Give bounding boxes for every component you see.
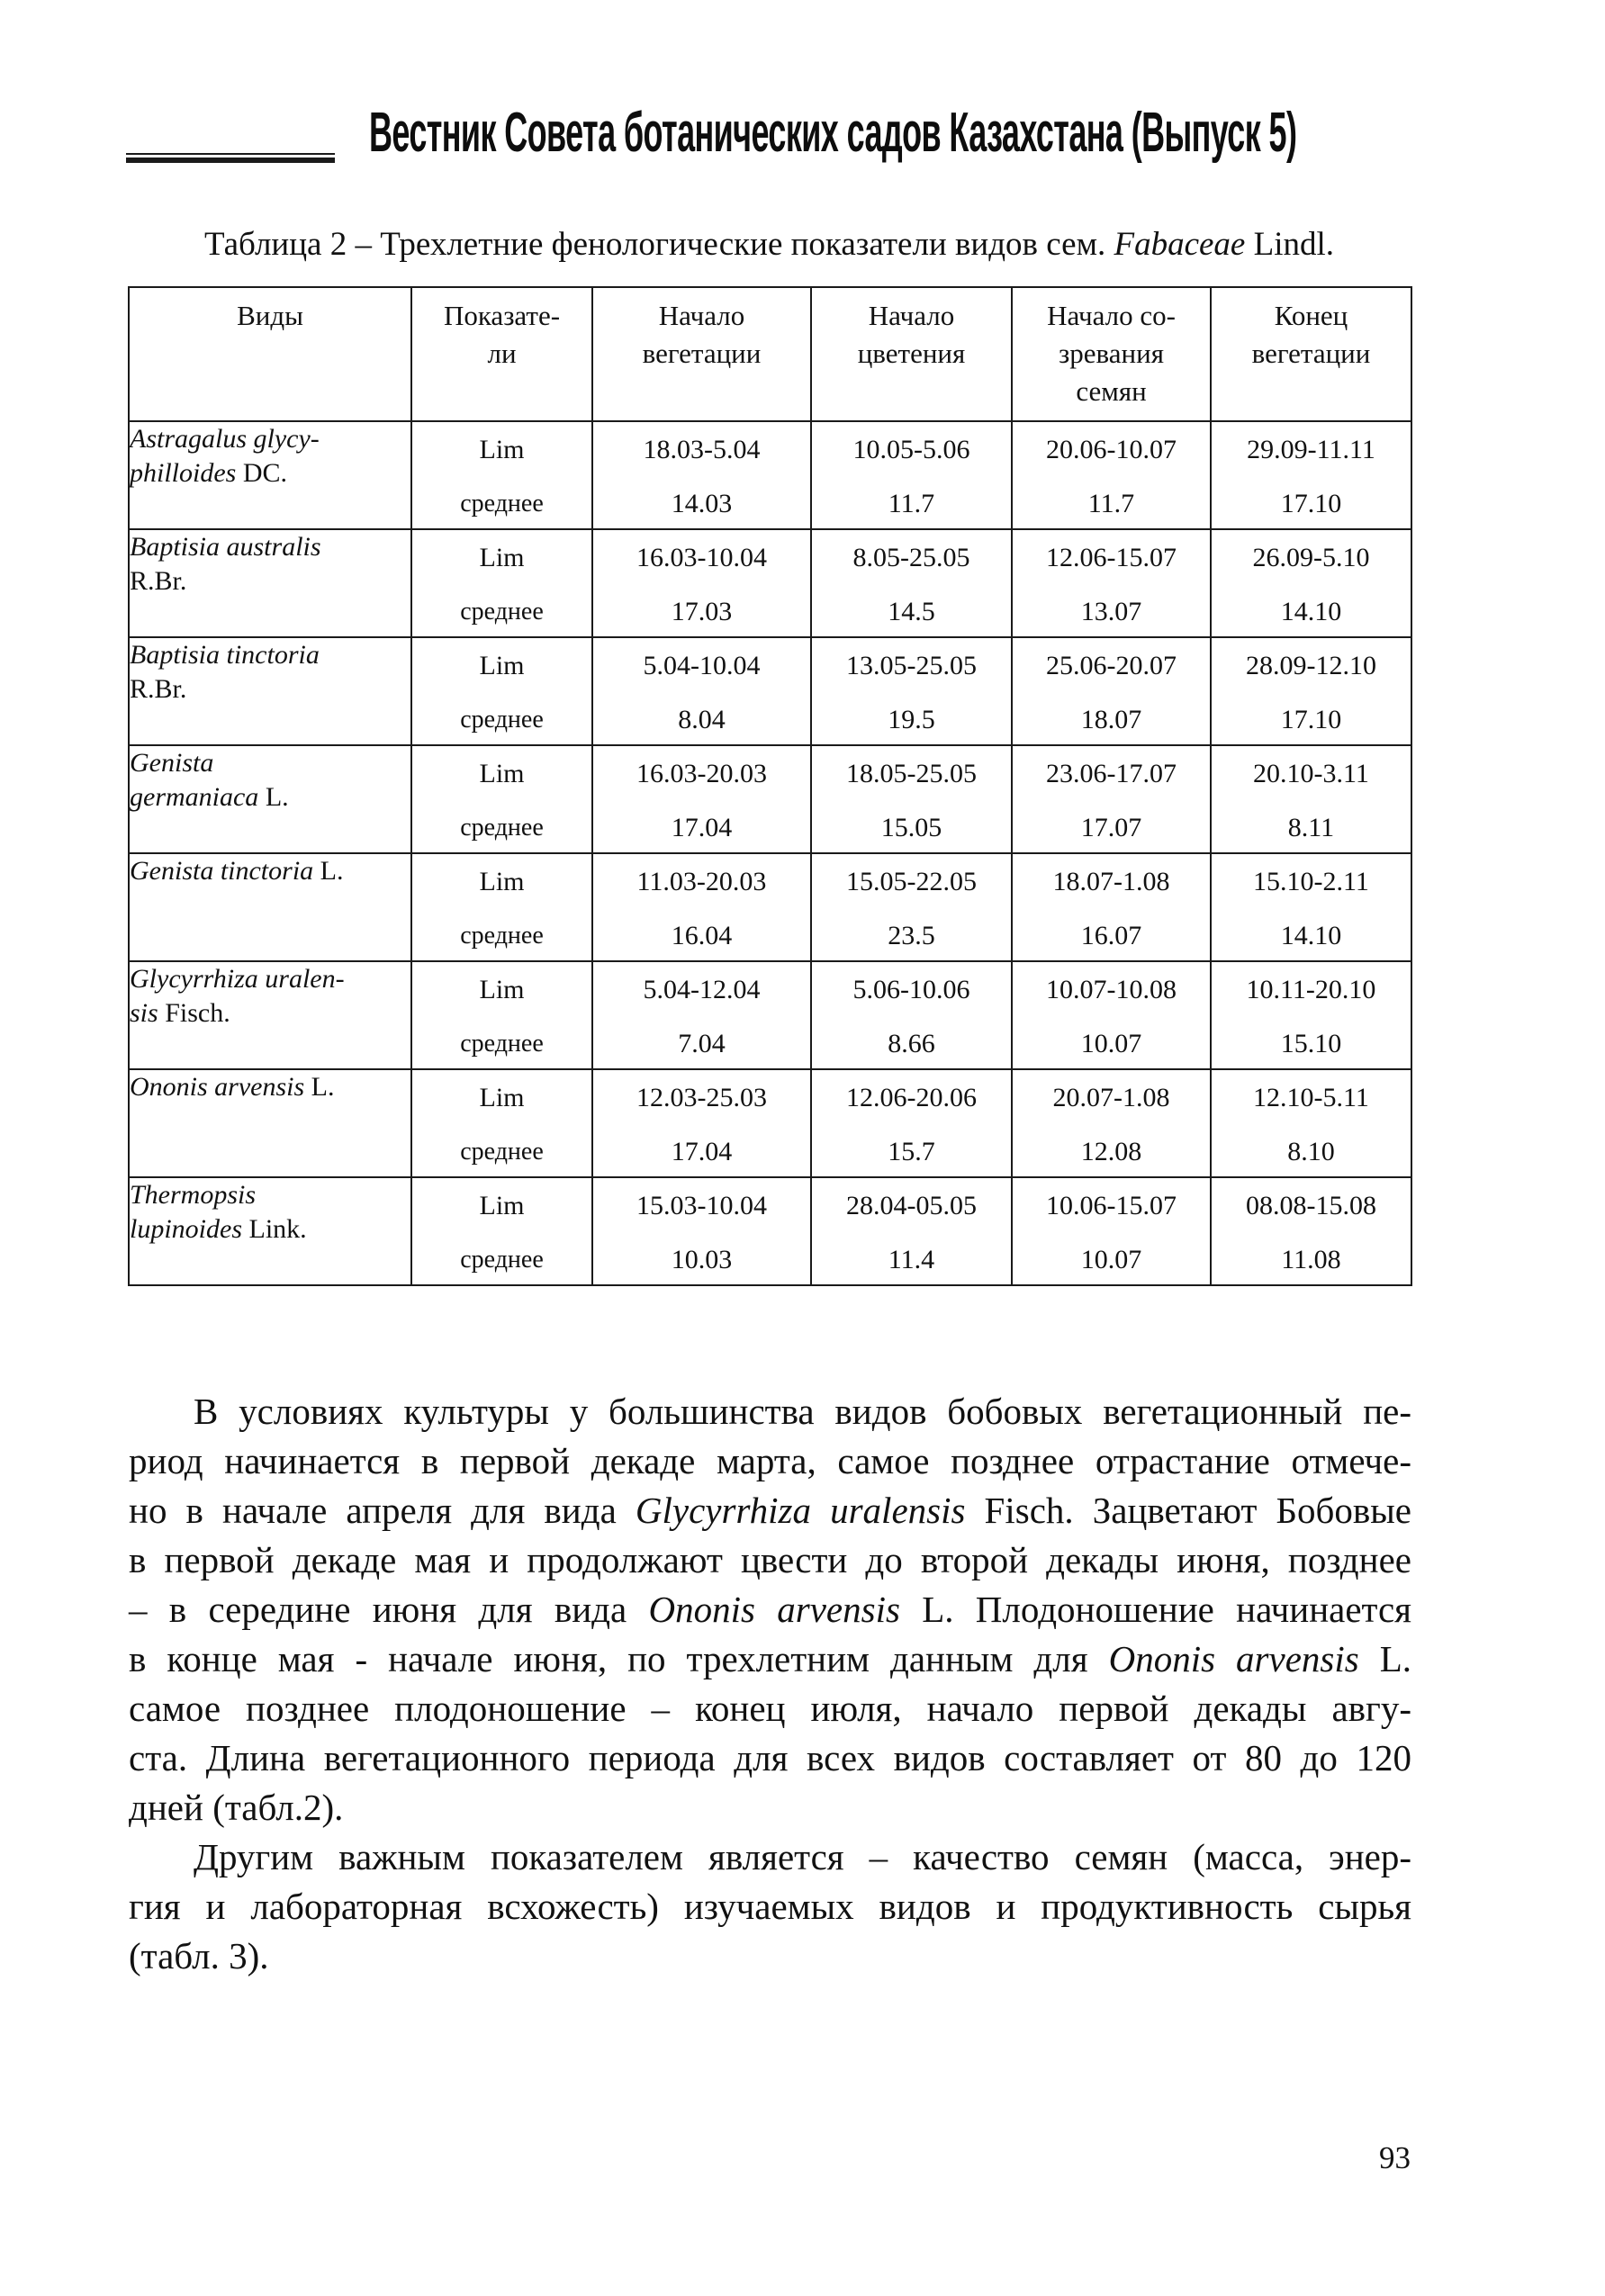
column-header-flowering-start: Начало цветения — [811, 287, 1012, 421]
species-latin-name: Glycyrrhiza uralen- — [130, 964, 345, 994]
text-line — [129, 1882, 1411, 1931]
species-author: Fisch. — [158, 998, 230, 1028]
vegetation-start-average: 17.04 — [671, 813, 733, 842]
text-line — [129, 1684, 1411, 1733]
seed-ripening-start-average: 10.07 — [1080, 1245, 1142, 1274]
indicator-avg-label: среднее — [460, 706, 544, 734]
indicator-avg-label: среднее — [460, 1246, 544, 1274]
species-latin-name-cont: sis — [130, 998, 158, 1028]
caption-suffix: Lindl. — [1245, 226, 1335, 263]
table-row — [129, 1069, 1411, 1177]
indicator-avg-label: среднее — [460, 1030, 544, 1058]
table-row — [129, 529, 1411, 637]
vegetation-end-range: 26.09-5.10 — [1252, 543, 1370, 572]
vegetation-end-average: 8.11 — [1287, 813, 1335, 842]
indicator-avg-label: среднее — [460, 1138, 544, 1166]
flowering-start-range: 8.05-25.05 — [852, 543, 970, 572]
text-line — [129, 1733, 1411, 1783]
header-rule-thin — [126, 153, 335, 155]
text-line — [129, 1486, 1411, 1535]
flowering-start-cell — [811, 637, 1012, 745]
flowering-start-range: 12.06-20.06 — [846, 1083, 977, 1112]
species-latin-name: Genista — [130, 748, 214, 778]
column-header-vegetation-start: Начало вегетации — [592, 287, 811, 421]
text-fragment: но в начале апреля для вида — [129, 1490, 636, 1531]
seed-ripening-start-average: 16.07 — [1080, 921, 1142, 950]
flowering-start-average: 19.5 — [888, 705, 935, 734]
indicator-lim-label: Lim — [479, 651, 525, 680]
text-line — [129, 1832, 1411, 1882]
latin-species-name: Ononis arvensis — [1108, 1638, 1359, 1679]
running-title — [369, 104, 1413, 162]
vegetation-end-range: 29.09-11.11 — [1247, 435, 1375, 464]
vegetation-start-cell — [592, 529, 811, 637]
vegetation-start-average: 7.04 — [678, 1029, 726, 1058]
table-body — [129, 421, 1411, 1285]
caption-prefix: Таблица 2 – Трехлетние фенологические показатели видов сем. — [203, 226, 1114, 263]
indicator-lim-label: Lim — [479, 759, 525, 788]
header-rule-thick — [126, 158, 335, 163]
species-latin-name-cont: philloides — [130, 458, 237, 488]
flowering-start-range: 13.05-25.05 — [846, 651, 977, 680]
text-fragment: ста. Длина вегетационного периода для всех видов составляет от 80 до 120 — [129, 1737, 1411, 1778]
species-name-cell — [129, 853, 411, 961]
text-fragment: (табл. 3). — [129, 1935, 269, 1976]
species-author: Link. — [242, 1214, 307, 1244]
indicator-lim-label: Lim — [479, 867, 525, 896]
vegetation-start-cell — [592, 1069, 811, 1177]
species-name-cell — [129, 745, 411, 853]
vegetation-end-cell — [1211, 853, 1411, 961]
column-header-seed-ripening-start: Начало со- зревания семян — [1012, 287, 1211, 421]
indicator-lim-label: Lim — [479, 1191, 525, 1220]
vegetation-end-range: 08.08-15.08 — [1246, 1191, 1376, 1220]
vegetation-end-cell — [1211, 1177, 1411, 1285]
caption-family: Fabaceae — [1114, 226, 1246, 263]
seed-ripening-start-range: 23.06-17.07 — [1046, 759, 1177, 788]
text-fragment: самое позднее плодоношение – конец июля, начало первой декады авгу- — [129, 1688, 1411, 1729]
seed-ripening-start-average: 17.07 — [1080, 813, 1142, 842]
seed-ripening-start-cell — [1012, 1069, 1211, 1177]
species-latin-name: Genista tinctoria — [130, 856, 314, 886]
flowering-start-range: 15.05-22.05 — [846, 867, 977, 896]
indicator-lim-label: Lim — [479, 543, 525, 572]
vegetation-start-average: 17.03 — [671, 597, 733, 626]
species-name-cell — [129, 1177, 411, 1285]
indicator-lim-label: Lim — [479, 1083, 525, 1112]
vegetation-start-cell — [592, 961, 811, 1069]
flowering-start-range: 5.06-10.06 — [852, 975, 970, 1004]
seed-ripening-start-cell — [1012, 961, 1211, 1069]
species-author: L. — [304, 1072, 335, 1102]
vegetation-end-average: 14.10 — [1280, 921, 1342, 950]
table-row — [129, 1177, 1411, 1285]
seed-ripening-start-cell — [1012, 745, 1211, 853]
latin-species-name: Ononis arvensis — [648, 1589, 900, 1630]
vegetation-end-range: 12.10-5.11 — [1253, 1083, 1369, 1112]
flowering-start-average: 15.05 — [880, 813, 942, 842]
flowering-start-average: 14.5 — [888, 597, 935, 626]
seed-ripening-start-range: 12.06-15.07 — [1046, 543, 1177, 572]
table-header-row — [129, 287, 1411, 421]
vegetation-end-cell — [1211, 637, 1411, 745]
flowering-start-cell — [811, 1177, 1012, 1285]
text-fragment: риод начинается в первой декаде марта, самое позднее отрастание отмече- — [129, 1440, 1411, 1481]
seed-ripening-start-range: 18.07-1.08 — [1052, 867, 1170, 896]
seed-ripening-start-range: 10.06-15.07 — [1046, 1191, 1177, 1220]
vegetation-start-range: 12.03-25.03 — [636, 1083, 767, 1112]
vegetation-end-average: 15.10 — [1280, 1029, 1342, 1058]
text-fragment: L. — [1358, 1638, 1412, 1679]
vegetation-end-average: 17.10 — [1280, 705, 1342, 734]
species-author: R.Br. — [130, 566, 187, 596]
table-row — [129, 421, 1411, 529]
indicator-cell — [411, 853, 592, 961]
species-name-cell — [129, 1069, 411, 1177]
indicator-cell — [411, 1069, 592, 1177]
seed-ripening-start-average: 10.07 — [1080, 1029, 1142, 1058]
vegetation-end-average: 17.10 — [1280, 489, 1342, 518]
species-latin-name: Baptisia australis — [130, 532, 321, 562]
species-author: R.Br. — [130, 674, 187, 704]
vegetation-start-average: 8.04 — [678, 705, 726, 734]
phenology-table — [128, 286, 1412, 1286]
vegetation-end-cell — [1211, 421, 1411, 529]
species-name-cell — [129, 529, 411, 637]
seed-ripening-start-cell — [1012, 421, 1211, 529]
seed-ripening-start-cell — [1012, 637, 1211, 745]
table-row — [129, 745, 1411, 853]
seed-ripening-start-average: 12.08 — [1080, 1137, 1142, 1166]
vegetation-start-cell — [592, 421, 811, 529]
vegetation-start-range: 16.03-20.03 — [636, 759, 767, 788]
species-name-cell — [129, 637, 411, 745]
text-line — [129, 1931, 1411, 1981]
vegetation-end-average: 8.10 — [1287, 1137, 1335, 1166]
seed-ripening-start-range: 20.06-10.07 — [1046, 435, 1177, 464]
flowering-start-average: 8.66 — [888, 1029, 935, 1058]
vegetation-start-range: 18.03-5.04 — [643, 435, 761, 464]
flowering-start-average: 11.7 — [888, 489, 935, 518]
vegetation-end-cell — [1211, 745, 1411, 853]
flowering-start-cell — [811, 853, 1012, 961]
vegetation-start-cell — [592, 745, 811, 853]
paragraph-2 — [129, 1832, 1411, 1981]
page-number: 93 — [1379, 2140, 1411, 2175]
text-line — [129, 1585, 1411, 1634]
flowering-start-range: 10.05-5.06 — [852, 435, 970, 464]
vegetation-start-average: 14.03 — [671, 489, 733, 518]
indicator-avg-label: среднее — [460, 922, 544, 950]
species-latin-name-cont: germaniaca — [130, 782, 259, 812]
text-fragment: в первой декаде мая и продолжают цвести до второй декады июня, позднее — [129, 1539, 1411, 1580]
indicator-cell — [411, 637, 592, 745]
vegetation-start-cell — [592, 637, 811, 745]
text-line — [129, 1783, 1411, 1832]
vegetation-start-range: 15.03-10.04 — [636, 1191, 767, 1220]
species-latin-name: Ononis arvensis — [130, 1072, 305, 1102]
flowering-start-cell — [811, 421, 1012, 529]
vegetation-start-range: 11.03-20.03 — [636, 867, 767, 896]
vegetation-start-range: 5.04-12.04 — [643, 975, 761, 1004]
vegetation-end-range: 28.09-12.10 — [1246, 651, 1376, 680]
species-name-cell — [129, 421, 411, 529]
vegetation-end-average: 14.10 — [1280, 597, 1342, 626]
seed-ripening-start-average: 13.07 — [1080, 597, 1142, 626]
vegetation-end-range: 15.10-2.11 — [1253, 867, 1369, 896]
seed-ripening-start-cell — [1012, 529, 1211, 637]
text-fragment: В условиях культуры у большинства видов бобовых вегетационный пе- — [194, 1391, 1411, 1432]
indicator-avg-label: среднее — [460, 814, 544, 842]
vegetation-end-range: 10.11-20.10 — [1246, 975, 1376, 1004]
vegetation-start-average: 16.04 — [671, 921, 733, 950]
indicator-avg-label: среднее — [460, 598, 544, 626]
vegetation-start-range: 5.04-10.04 — [643, 651, 761, 680]
text-fragment: – в середине июня для вида — [129, 1589, 649, 1630]
indicator-avg-label: среднее — [460, 490, 544, 518]
flowering-start-cell — [811, 961, 1012, 1069]
flowering-start-cell — [811, 1069, 1012, 1177]
flowering-start-average: 11.4 — [888, 1245, 935, 1274]
flowering-start-average: 15.7 — [888, 1137, 935, 1166]
seed-ripening-start-cell — [1012, 853, 1211, 961]
species-latin-name-cont: lupinoides — [130, 1214, 242, 1244]
text-fragment: гия и лабораторная всхожесть) изучаемых видов и продуктивность сырья — [129, 1886, 1411, 1927]
text-fragment: L. Плодоношение начинается — [899, 1589, 1412, 1630]
vegetation-start-cell — [592, 853, 811, 961]
vegetation-end-cell — [1211, 961, 1411, 1069]
text-fragment: дней (табл.2). — [129, 1787, 344, 1828]
text-line — [129, 1436, 1411, 1486]
indicator-cell — [411, 745, 592, 853]
table-row — [129, 961, 1411, 1069]
indicator-cell — [411, 1177, 592, 1285]
text-fragment: в конце мая - начале июня, по трехлетним данным для — [129, 1638, 1109, 1679]
text-line — [129, 1535, 1411, 1585]
species-author: L. — [258, 782, 289, 812]
vegetation-end-cell — [1211, 1069, 1411, 1177]
text-fragment: Другим важным показателем является – качество семян (масса, энер- — [194, 1836, 1411, 1877]
species-author: DC. — [236, 458, 288, 488]
column-header-vegetation-end: Конец вегетации — [1211, 287, 1411, 421]
species-latin-name: Thermopsis — [130, 1180, 257, 1210]
flowering-start-range: 28.04-05.05 — [846, 1191, 977, 1220]
indicator-cell — [411, 961, 592, 1069]
species-latin-name: Astragalus glycy- — [130, 424, 320, 454]
species-latin-name: Baptisia tinctoria — [130, 640, 320, 670]
latin-species-name: Glycyrrhiza uralensis — [635, 1490, 966, 1531]
indicator-cell — [411, 529, 592, 637]
flowering-start-cell — [811, 745, 1012, 853]
indicator-lim-label: Lim — [479, 975, 525, 1004]
seed-ripening-start-range: 20.07-1.08 — [1052, 1083, 1170, 1112]
vegetation-end-range: 20.10-3.11 — [1253, 759, 1369, 788]
text-line — [129, 1634, 1411, 1684]
vegetation-end-cell — [1211, 529, 1411, 637]
vegetation-start-range: 16.03-10.04 — [636, 543, 767, 572]
vegetation-start-average: 10.03 — [671, 1245, 733, 1274]
species-name-cell — [129, 961, 411, 1069]
species-author: L. — [313, 856, 344, 886]
table-row — [129, 853, 1411, 961]
table-row — [129, 637, 1411, 745]
column-header-species: Виды — [129, 287, 411, 421]
column-header-indicators: Показате- ли — [411, 287, 592, 421]
indicator-lim-label: Lim — [479, 435, 525, 464]
paragraph-1 — [129, 1387, 1411, 1832]
seed-ripening-start-range: 10.07-10.08 — [1046, 975, 1177, 1004]
text-line — [129, 1387, 1411, 1436]
table-caption — [128, 225, 1411, 265]
vegetation-start-average: 17.04 — [671, 1137, 733, 1166]
flowering-start-average: 23.5 — [888, 921, 935, 950]
vegetation-start-cell — [592, 1177, 811, 1285]
seed-ripening-start-cell — [1012, 1177, 1211, 1285]
flowering-start-range: 18.05-25.05 — [846, 759, 977, 788]
seed-ripening-start-average: 11.7 — [1087, 489, 1135, 518]
vegetation-end-average: 11.08 — [1281, 1245, 1341, 1274]
seed-ripening-start-average: 18.07 — [1080, 705, 1142, 734]
text-fragment: Fisch. Зацветают Бобовые — [965, 1490, 1411, 1531]
indicator-cell — [411, 421, 592, 529]
seed-ripening-start-range: 25.06-20.07 — [1046, 651, 1177, 680]
flowering-start-cell — [811, 529, 1012, 637]
running-title-text: Вестник Совета ботанических садов Казахстана (Выпуск 5) — [369, 102, 1297, 164]
